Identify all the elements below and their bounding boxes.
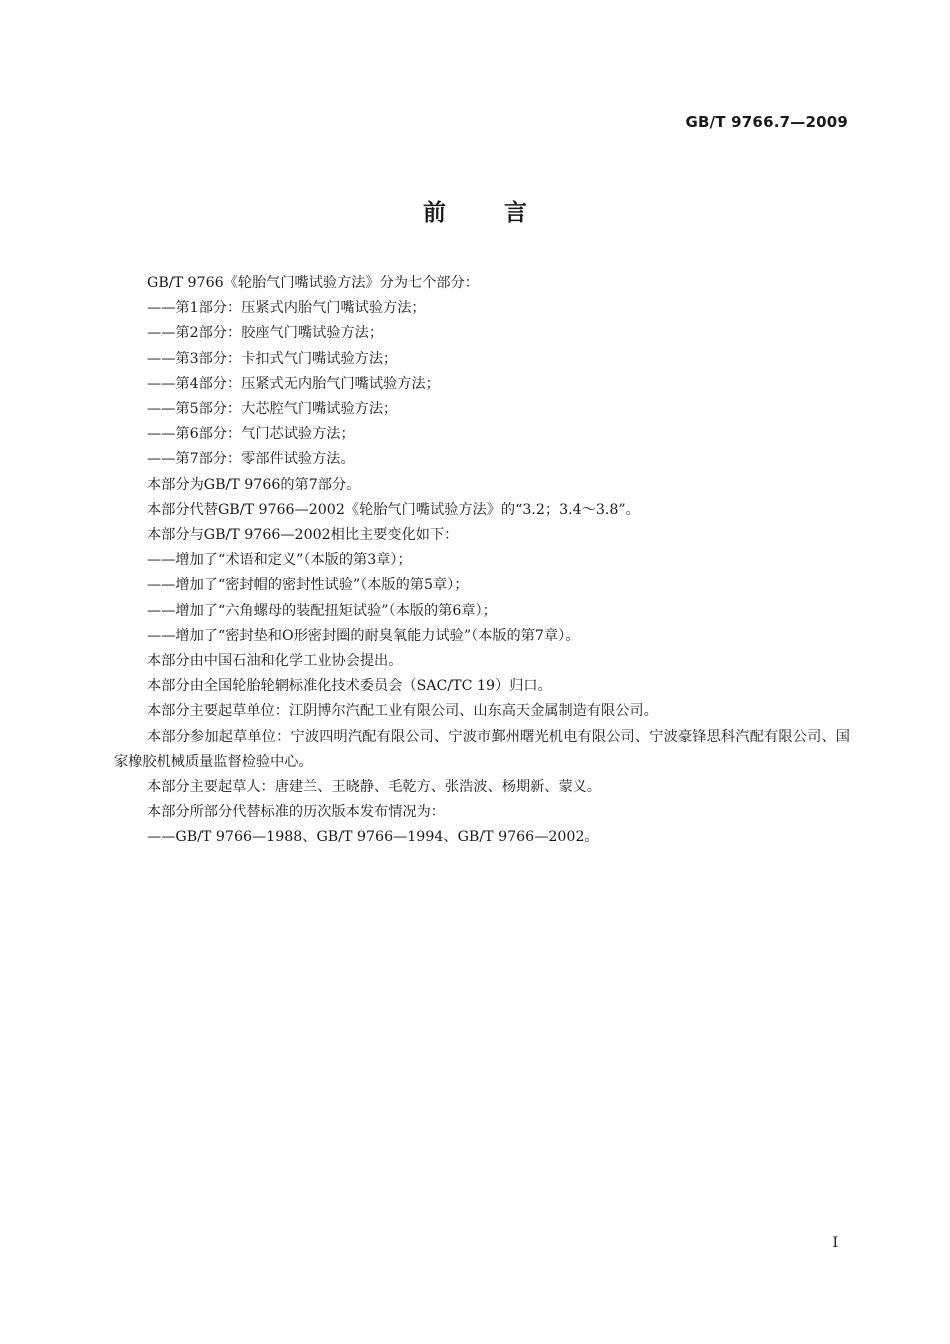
list-item-change-3: ——增加了“六角螺母的装配扭矩试验”（本版的第6章）；: [147, 602, 497, 619]
standard-code: GB/T 9766.7—2009: [685, 113, 848, 131]
paragraph-main-drafters: 本部分主要起草人：唐建兰、王晓静、毛乾方、张浩波、杨期新、蒙义。: [147, 779, 602, 796]
list-item-part-3: ——第3部分：卡扣式气门嘴试验方法；: [147, 350, 398, 367]
paragraph-changes: 本部分与GB/T 9766—2002相比主要变化如下：: [147, 527, 459, 544]
paragraph-managed-by: 本部分由全国轮胎轮辋标准化技术委员会（SAC/TC 19）归口。: [147, 678, 552, 695]
list-item-part-2: ——第2部分：胶座气门嘴试验方法；: [147, 325, 384, 342]
list-item-part-7: ——第7部分：零部件试验方法。: [147, 451, 355, 468]
list-item-part-6: ——第6部分：气门芯试验方法；: [147, 426, 355, 443]
page-number: I: [832, 1235, 838, 1251]
document-body: [114, 271, 850, 851]
list-item-history-versions: ——GB/T 9766—1988、GB/T 9766—1994、GB/T 9766—2002。: [147, 829, 599, 846]
paragraph-main-drafters-org: 本部分主要起草单位：江阴博尔汽配工业有限公司、山东高天金属制造有限公司。: [147, 703, 658, 720]
list-item-change-2: ——增加了“密封帽的密封性试验”（本版的第5章）；: [147, 577, 469, 594]
paragraph-history: 本部分所部分代替标准的历次版本发布情况为：: [147, 804, 445, 821]
paragraph-proposed-by: 本部分由中国石油和化学工业协会提出。: [147, 653, 403, 670]
paragraph-replaces: 本部分代替GB/T 9766—2002《轮胎气门嘴试验方法》的“3.2；3.4～3.8”。: [147, 501, 640, 518]
page-title: 前言: [423, 200, 585, 226]
list-item-part-1: ——第1部分：压紧式内胎气门嘴试验方法；: [147, 300, 426, 317]
list-item-change-4: ——增加了“密封垫和O形密封圈的耐臭氧能力试验”（本版的第7章）。: [147, 627, 580, 644]
list-item-part-5: ——第5部分：大芯腔气门嘴试验方法；: [147, 401, 398, 418]
list-item-part-4: ——第4部分：压紧式无内胎气门嘴试验方法；: [147, 375, 440, 392]
paragraph-this-part: 本部分为GB/T 9766的第7部分。: [147, 476, 361, 493]
paragraph-participating-orgs: 本部分参加起草单位：宁波四明汽配有限公司、宁波市鄞州曙光机电有限公司、宁波豪锋思科汽配有限公司、国家橡胶机械质量监督检验中心。: [114, 728, 850, 770]
list-item-change-1: ——增加了“术语和定义”（本版的第3章）；: [147, 552, 412, 569]
paragraph-intro: GB/T 9766《轮胎气门嘴试验方法》分为七个部分：: [147, 275, 479, 291]
